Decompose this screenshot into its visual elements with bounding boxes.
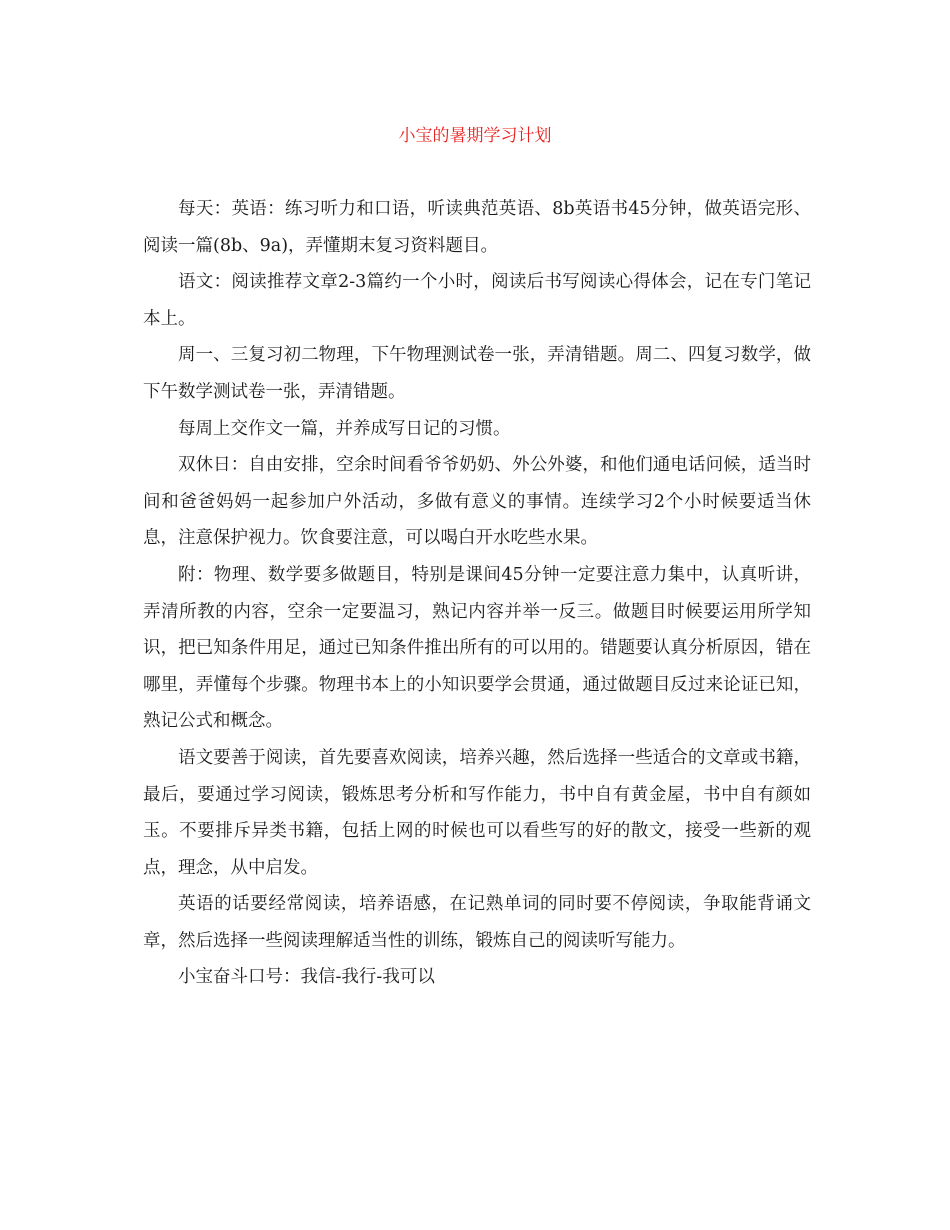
paragraph-daily-english: 每天：英语：练习听力和口语，听读典范英语、8b英语书45分钟，做英语完形、阅读一篇(8b、9a)，弄懂期末复习资料题目。 bbox=[143, 199, 811, 256]
paragraph-weekday-review: 周一、三复习初二物理，下午物理测试卷一张，弄清错题。周二、四复习数学，做下午数学测试卷一张，弄清错题。 bbox=[143, 345, 811, 402]
paragraph-slogan: 小宝奋斗口号：我信-我行-我可以 bbox=[178, 967, 435, 988]
document-title: 小宝的暑期学习计划 bbox=[398, 126, 552, 146]
paragraph-appendix-physics-math: 附：物理、数学要多做题目，特别是课间45分钟一定要注意力集中，认真听讲，弄清所教的内容，空余一定要温习，熟记内容并举一反三。做题目时候要运用所学知识，把已知条件用足，通过已知条件推出所有的可以用的。错题要认真分析原因，错在哪里，弄懂每个步骤。物理书本上的小知识要学会贯通，通过做题目反过来论证已知，熟记公式和概念。 bbox=[143, 564, 811, 732]
paragraph-chinese: 语文：阅读推荐文章2-3篇约一个小时，阅读后书写阅读心得体会，记在专门笔记本上。 bbox=[143, 272, 811, 329]
paragraph-english-reading: 英语的话要经常阅读，培养语感，在记熟单词的同时要不停阅读，争取能背诵文章，然后选择一些阅读理解适当性的训练，锻炼自己的阅读听写能力。 bbox=[143, 894, 811, 951]
paragraph-weekend: 双休日：自由安排，空余时间看爷爷奶奶、外公外婆，和他们通电话问候，适当时间和爸爸妈妈一起参加户外活动，多做有意义的事情。连续学习2个小时候要适当休息，注意保护视力。饮食要注意，可以喝白开水吃些水果。 bbox=[143, 455, 811, 549]
document-body bbox=[143, 191, 811, 996]
paragraph-weekly-essay: 每周上交作文一篇，并养成写日记的习惯。 bbox=[178, 418, 511, 439]
paragraph-chinese-reading: 语文要善于阅读，首先要喜欢阅读，培养兴趣，然后选择一些适合的文章或书籍，最后，要通过学习阅读，锻炼思考分析和写作能力，书中自有黄金屋，书中自有颜如玉。不要排斥异类书籍，包括上网的时候也可以看些写的好的散文，接受一些新的观点，理念，从中启发。 bbox=[143, 747, 811, 878]
